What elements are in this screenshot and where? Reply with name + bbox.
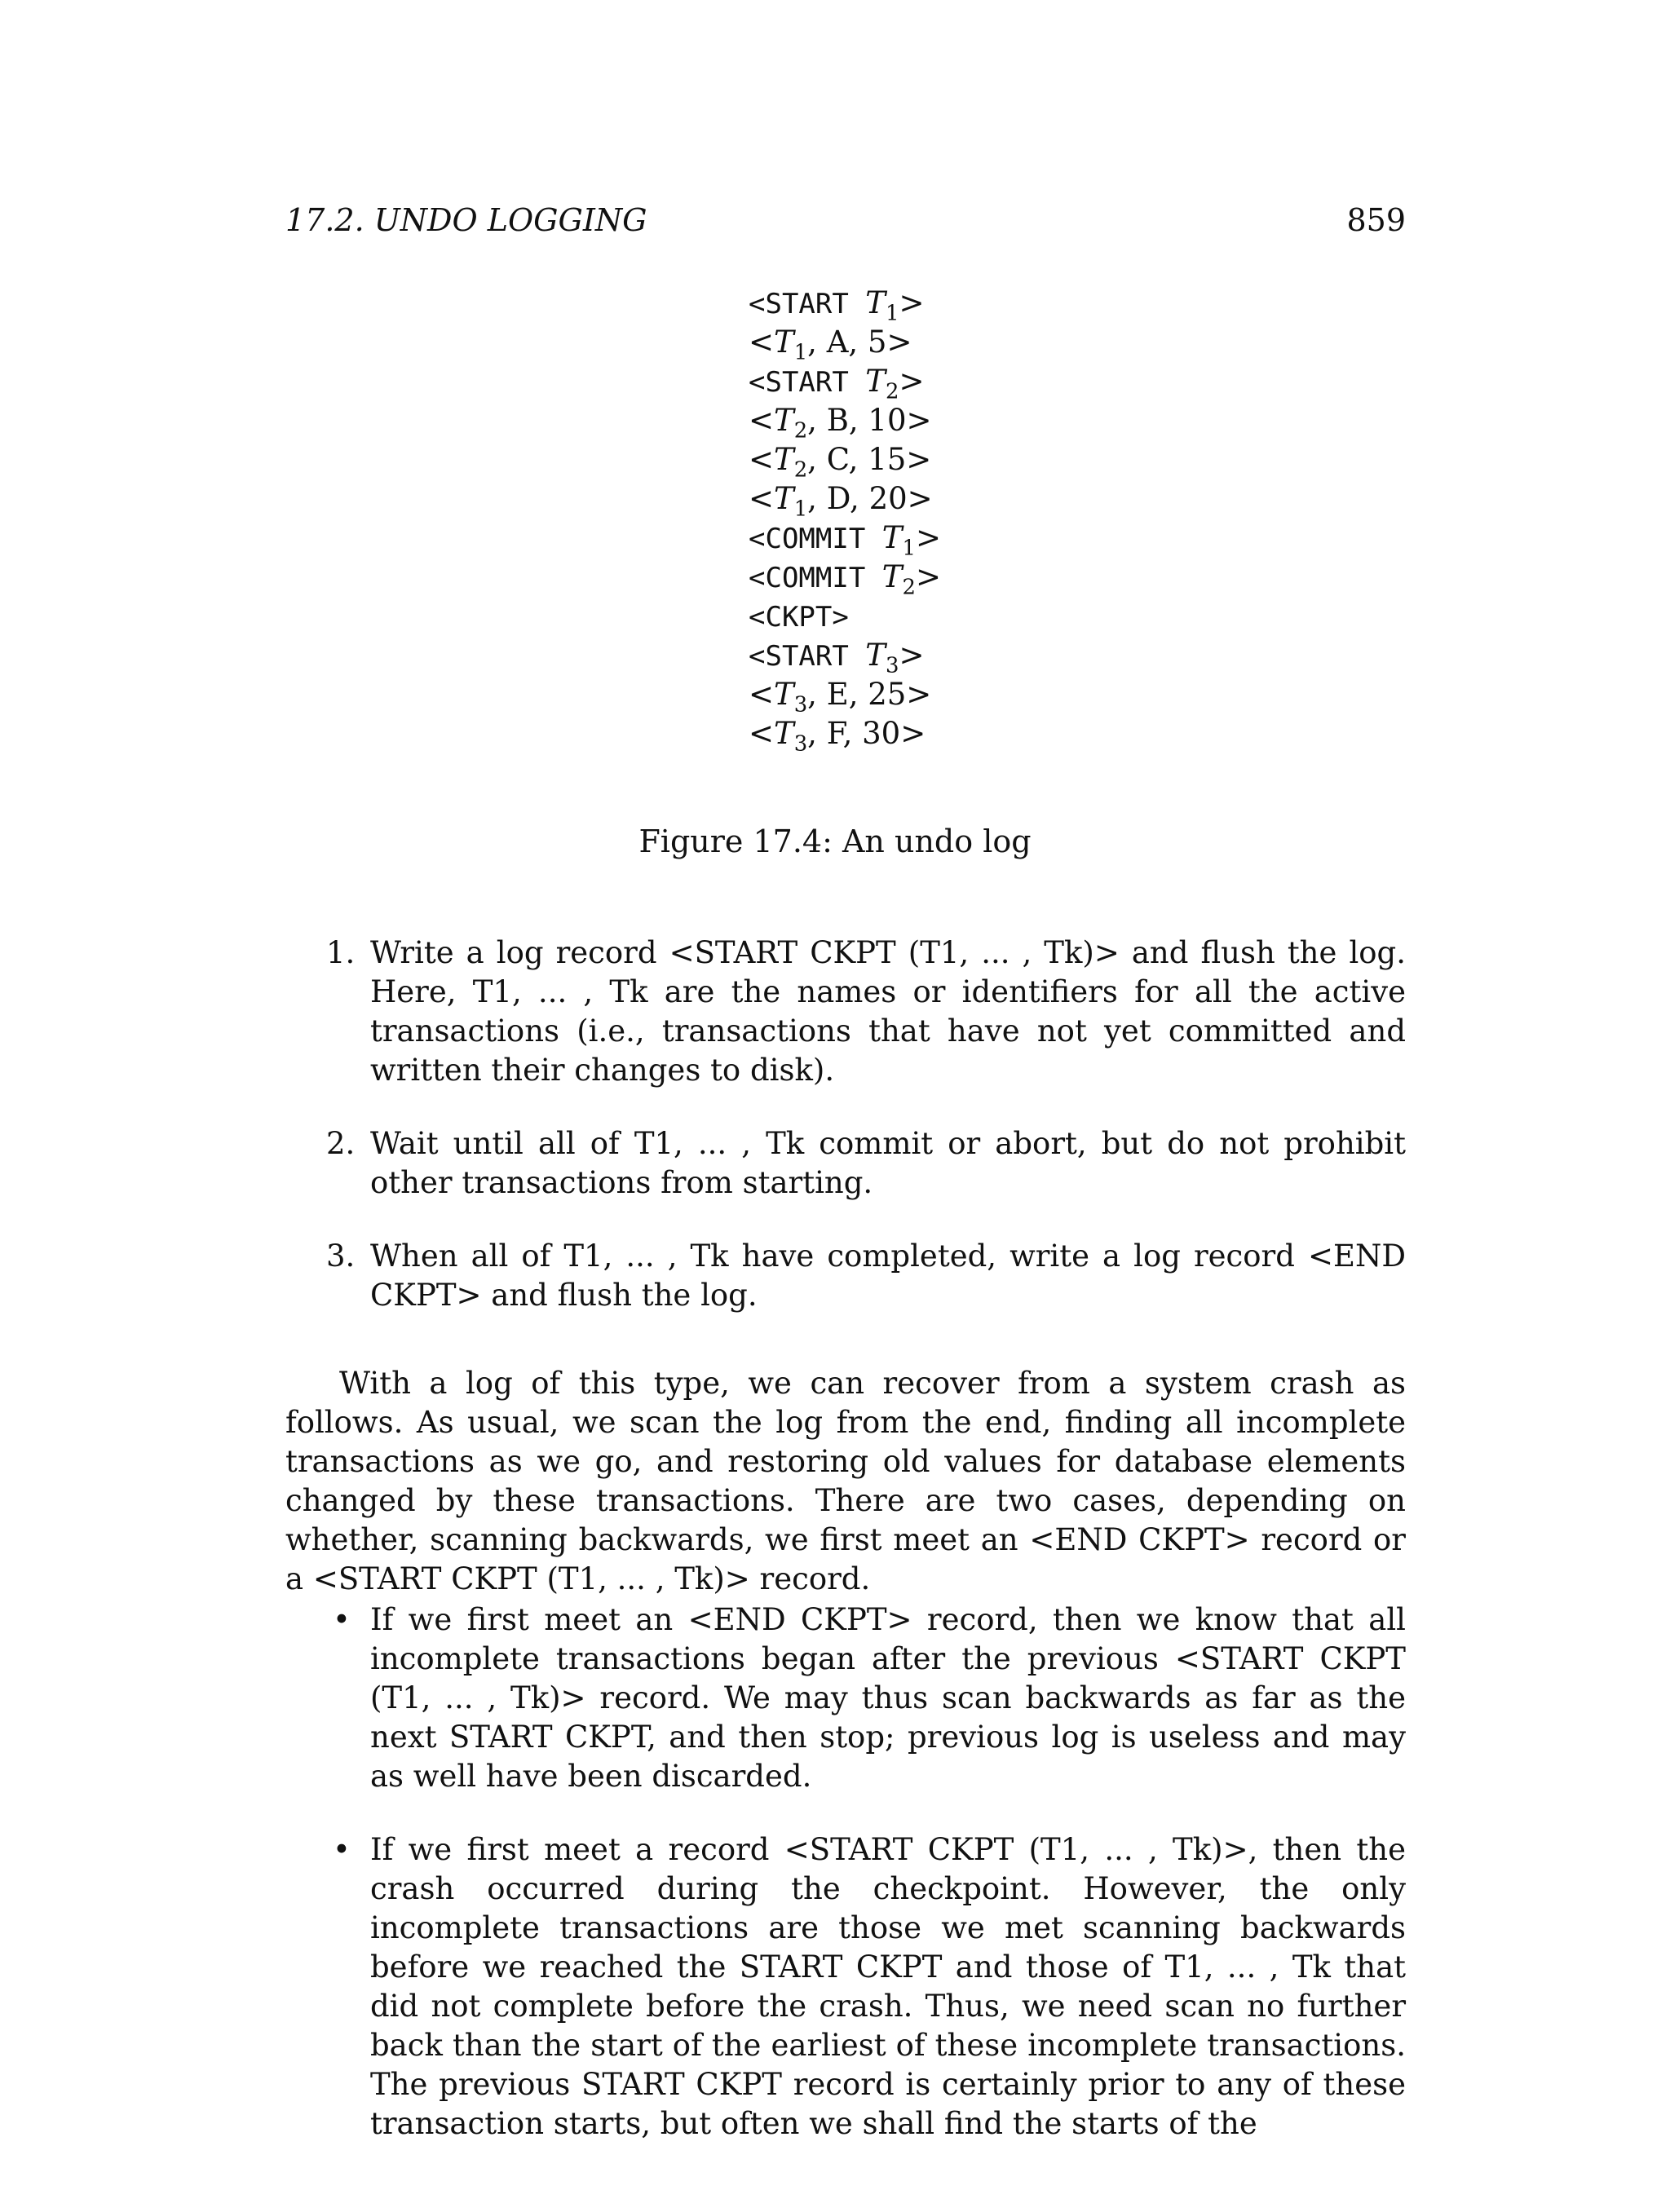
log-record [749, 597, 1075, 636]
log-record-keyword: <START [749, 640, 866, 673]
log-record-transaction: <T [749, 716, 794, 751]
log-record-transaction: <T [749, 677, 794, 712]
log-record-subscript: 2 [793, 418, 808, 444]
log-record-tail: > [915, 559, 941, 594]
running-head: 17.2. UNDO LOGGING [285, 202, 647, 238]
log-record [749, 558, 1075, 600]
log-record-subscript: 1 [885, 301, 899, 326]
step-text: Wait until all of T1, ... , Tk commit or abort, but do not prohibit other transactions from starting. [370, 1126, 1406, 1200]
log-record-subscript: 3 [793, 692, 808, 717]
log-record-keyword: <COMMIT [749, 523, 882, 555]
log-record-transaction: <T [749, 481, 794, 516]
log-record-subscript: 3 [793, 731, 808, 757]
step-item [326, 1237, 1406, 1315]
log-record-subscript: 1 [902, 536, 916, 561]
bullet-marker: • [333, 1602, 351, 1637]
log-record-tail: , B, 10> [807, 403, 932, 438]
log-record [749, 284, 1075, 326]
log-record [749, 479, 1075, 522]
step-number: 2. [326, 1126, 356, 1161]
bullet-item [326, 1830, 1406, 2144]
step-text: Write a log record <START CKPT (T1, ... , Tk)> and flush the log. Here, T1, ... , Tk are the names or identifiers for all the active transactions (i.e., transactions that have not yet committed and written their changes to disk). [370, 935, 1406, 1088]
log-record-keyword: <CKPT> [749, 601, 849, 634]
log-record-transaction: T [865, 638, 886, 673]
bullet-marker: • [333, 1832, 351, 1867]
recovery-paragraph [285, 1364, 1406, 1599]
log-record-keyword: <COMMIT [749, 562, 882, 594]
log-record-tail: > [899, 638, 925, 673]
checkpoint-steps-list [326, 934, 1406, 1349]
step-item [326, 1124, 1406, 1203]
figure-caption: Figure 17.4: An undo log [638, 823, 1032, 859]
page-header [285, 202, 1406, 243]
undo-log-figure [749, 284, 1075, 757]
bullet-text: If we first meet a record <START CKPT (T1, ... , Tk)>, then the crash occurred during the checkpoint. However, the only incomplete transactions are those we met scanning backwards before we reached the START CKPT and those of T1, ... , Tk that did not complete before the crash. Thus, we need scan no further back than the start of the earliest of these incomplete transactions. The previous START CKPT record is certainly prior to any of these transaction starts, but often we shall find the starts of the [370, 1832, 1406, 2141]
step-text: When all of T1, ... , Tk have completed, write a log record <END CKPT> and flush the log. [370, 1238, 1406, 1313]
log-record-subscript: 1 [793, 497, 808, 522]
log-record [749, 401, 1075, 444]
log-record-transaction: <T [749, 325, 794, 360]
log-record-tail: , D, 20> [807, 481, 933, 516]
log-record-subscript: 2 [902, 575, 916, 600]
log-record [749, 636, 1075, 678]
log-record-subscript: 2 [793, 457, 808, 483]
log-record [749, 323, 1075, 365]
log-record-transaction: T [881, 520, 903, 555]
step-number: 3. [326, 1238, 356, 1274]
log-record-transaction: T [865, 285, 886, 320]
log-record-transaction: T [865, 364, 886, 399]
log-record-tail: , C, 15> [807, 442, 932, 477]
log-record-tail: , E, 25> [807, 677, 932, 712]
log-record-tail: > [915, 520, 941, 555]
recovery-cases-list [326, 1600, 1406, 2178]
log-record-keyword: <START [749, 366, 866, 399]
log-record-subscript: 3 [885, 653, 899, 678]
log-record-tail: > [899, 285, 925, 320]
log-record-keyword: <START [749, 288, 866, 320]
page-number: 859 [1346, 202, 1406, 238]
log-record [749, 362, 1075, 404]
log-record [749, 675, 1075, 717]
log-record-tail: > [899, 364, 925, 399]
log-record [749, 714, 1075, 757]
log-record-tail: , A, 5> [807, 325, 912, 360]
log-record-tail: , F, 30> [807, 716, 926, 751]
bullet-text: If we first meet an <END CKPT> record, then we know that all incomplete transactions began after the previous <START CKPT (T1, ... , Tk)> record. We may thus scan backwards as far as the next START CKPT, and then stop; previous log is useless and may as well have been discarded. [370, 1602, 1406, 1794]
step-item [326, 934, 1406, 1090]
log-record-subscript: 1 [793, 340, 808, 365]
log-record-transaction: T [881, 559, 903, 594]
log-record [749, 440, 1075, 483]
log-record-transaction: <T [749, 442, 794, 477]
log-record-subscript: 2 [885, 379, 899, 404]
paragraph-text: With a log of this type, we can recover from a system crash as follows. As usual, we scan the log from the end, finding all incomplete transactions as we go, and restoring old values for database elements changed by these transactions. There are two cases, depending on whether, scanning backwards, we first meet an <END CKPT> record or a <START CKPT (T1, ... , Tk)> record. [285, 1366, 1406, 1596]
step-number: 1. [326, 935, 356, 970]
bullet-item [326, 1600, 1406, 1796]
log-record [749, 519, 1075, 561]
log-record-transaction: <T [749, 403, 794, 438]
